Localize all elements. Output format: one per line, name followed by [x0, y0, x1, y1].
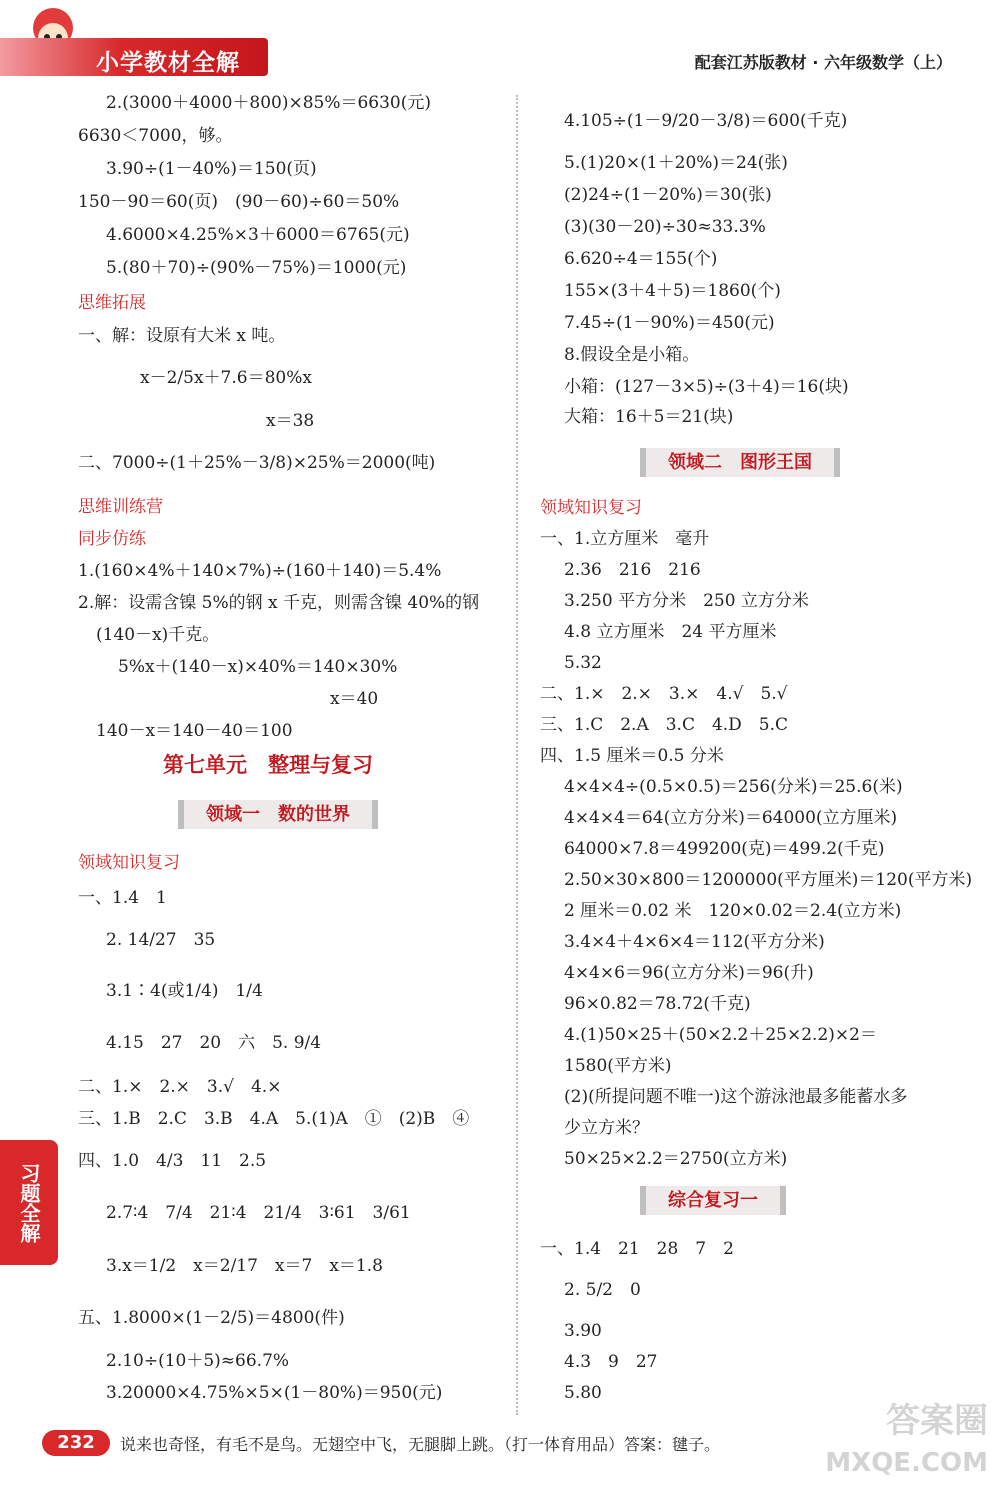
answer-line: 2. 14/27 35	[106, 930, 216, 950]
answer-line: 5.(80＋70)÷(90%－75%)＝1000(元)	[106, 258, 407, 278]
domain-banner	[178, 804, 378, 826]
watermark-line: MXQE.COM	[825, 1448, 988, 1478]
answer-line: 2 厘米＝0.02 米 120×0.02＝2.4(立方米)	[564, 901, 902, 921]
equation-line: x－2/5x＋7.6＝80%x	[140, 368, 312, 388]
answer-line: 150－90＝60(页) (90－60)÷60＝50%	[78, 192, 400, 212]
answer-line: 96×0.82＝78.72(千克)	[564, 994, 751, 1014]
answer-line: 3.90	[564, 1321, 602, 1341]
unit-title: 第七单元 整理与复习	[163, 752, 373, 777]
answer-line: 4.15 27 20 六 5. 9/4	[106, 1033, 322, 1053]
domain-banner-text: 领域一 数的世界	[178, 800, 378, 829]
answer-line: 50×25×2.2＝2750(立方米)	[564, 1149, 788, 1169]
footer-riddle: 说来也奇怪，有毛不是鸟。无翅空中飞，无腿脚上跳。（打一体育用品）答案：毽子。	[120, 1435, 721, 1454]
answer-line: 4.(1)50×25＋(50×2.2＋25×2.2)×2＝	[564, 1025, 877, 1045]
answer-line: 8.假设全是小箱。	[564, 345, 700, 365]
header-series-title: 配套江苏版教材 · 六年级数学（上）	[694, 53, 952, 72]
domain-banner-text: 领域二 图形王国	[640, 448, 840, 477]
answer-line: (140－x)千克。	[96, 625, 220, 645]
answer-line: 4×4×6＝96(立方分米)＝96(升)	[564, 963, 814, 983]
section-heading: 领域知识复习	[540, 498, 642, 518]
section-heading: 思维训练营	[78, 497, 163, 517]
answer-line: 三、1.B 2.C 3.B 4.A 5.(1)A ① (2)B ④	[78, 1109, 470, 1129]
answer-line: 5.(1)20×(1＋20%)＝24(张)	[564, 153, 788, 173]
answer-line: 155×(3＋4＋5)＝1860(个)	[564, 281, 781, 301]
answer-line: 3.x＝1/2 x＝2/17 x＝7 x＝1.8	[106, 1256, 383, 1276]
answer-line: 4.6000×4.25%×3＋6000＝6765(元)	[106, 225, 410, 245]
answer-line: 一、1.立方厘米 毫升	[540, 529, 710, 549]
answer-line: 五、1.8000×(1－2/5)＝4800(件)	[78, 1308, 345, 1328]
header-logo-text: 小学教材全解	[96, 50, 240, 76]
equation-line: 5%x＋(140－x)×40%＝140×30%	[118, 657, 398, 677]
answer-line: 4×4×4÷(0.5×0.5)＝256(分米)＝25.6(米)	[564, 777, 903, 797]
answer-line: 5.32	[564, 653, 602, 673]
answer-line: 小箱：(127－3×5)÷(3＋4)＝16(块)	[564, 377, 849, 397]
answer-line: 四、1.5 厘米＝0.5 分米	[540, 746, 724, 766]
answer-line: 7.45÷(1－90%)＝450(元)	[564, 313, 775, 333]
answer-line: 5.80	[564, 1383, 602, 1403]
answer-line: 三、1.C 2.A 3.C 4.D 5.C	[540, 715, 789, 735]
answer-line: 少立方米？	[564, 1118, 649, 1138]
watermark-line: 答案圈	[886, 1401, 988, 1441]
review-banner	[640, 1190, 786, 1212]
column-divider	[516, 95, 518, 1415]
answer-line: 2.解：设需含镍 5%的钢 x 千克，则需含镍 40%的钢	[78, 593, 480, 613]
answer-line: 大箱：16＋5＝21(块)	[564, 407, 734, 427]
answer-line: 2.(3000＋4000＋800)×85%＝6630(元)	[106, 93, 432, 113]
answer-line: 4×4×4＝64(立方分米)＝64000(立方厘米)	[564, 808, 898, 828]
answer-line: 4.105÷(1－9/20－3/8)＝600(千克)	[564, 111, 848, 131]
equation-line: x＝40	[330, 689, 379, 709]
equation-line: x＝38	[266, 411, 315, 431]
answer-line: 4.8 立方厘米 24 平方厘米	[564, 622, 777, 642]
review-banner-text: 综合复习一	[640, 1186, 786, 1215]
answer-line: (2)24÷(1－20%)＝30(张)	[564, 185, 772, 205]
answer-line: 2.36 216 216	[564, 560, 701, 580]
answer-line: 四、1.0 4/3 11 2.5	[78, 1151, 267, 1171]
answer-line: 一、解：设原有大米 x 吨。	[78, 326, 286, 346]
page-number: 232	[42, 1430, 110, 1456]
answer-line: 4.3 9 27	[564, 1352, 658, 1372]
answer-line: 3.4×4＋4×6×4＝112(平方分米)	[564, 932, 825, 952]
domain-banner	[640, 452, 840, 474]
answer-line: 3.1∶4(或1/4) 1/4	[106, 981, 263, 1001]
answer-line: 6630＜7000，够。	[78, 126, 233, 146]
answer-line: 2. 5/2 0	[564, 1280, 641, 1300]
answer-line: 3.250 平方分米 250 立方分米	[564, 591, 809, 611]
answer-line: 3.20000×4.75%×5×(1－80%)＝950(元)	[106, 1383, 443, 1403]
side-tab-label: 习题全解	[0, 1140, 58, 1265]
watermark	[825, 1400, 988, 1484]
answer-line: 2.50×30×800＝1200000(平方厘米)＝120(平方米)	[564, 870, 973, 890]
answer-line: 64000×7.8＝499200(克)＝499.2(千克)	[564, 839, 885, 859]
answer-line: 二、1.× 2.× 3.× 4.√ 5.√	[540, 684, 788, 704]
answer-line: 2.10÷(10＋5)≈66.7%	[106, 1351, 290, 1371]
section-heading: 领域知识复习	[78, 853, 180, 873]
answer-line: 一、1.4 1	[78, 888, 167, 908]
answer-line: 一、1.4 21 28 7 2	[540, 1239, 734, 1259]
answer-line: (3)(30－20)÷30≈33.3%	[564, 217, 766, 237]
answer-line: 3.90÷(1－40%)＝150(页)	[106, 159, 317, 179]
answer-line: 1.(160×4%＋140×7%)÷(160＋140)＝5.4%	[78, 561, 442, 581]
answer-line: 二、7000÷(1＋25%－3/8)×25%＝2000(吨)	[78, 453, 436, 473]
answer-line: 2.7∶4 7/4 21∶4 21/4 3∶61 3/61	[106, 1203, 411, 1223]
answer-line: 二、1.× 2.× 3.√ 4.×	[78, 1077, 282, 1097]
answer-line: 140－x＝140－40＝100	[96, 721, 293, 741]
answer-line: 6.620÷4＝155(个)	[564, 249, 718, 269]
answer-line: (2)(所提问题不唯一)这个游泳池最多能蓄水多	[564, 1087, 908, 1107]
section-heading: 同步仿练	[78, 529, 146, 549]
section-heading: 思维拓展	[78, 293, 146, 313]
answer-line: 1580(平方米)	[564, 1056, 672, 1076]
